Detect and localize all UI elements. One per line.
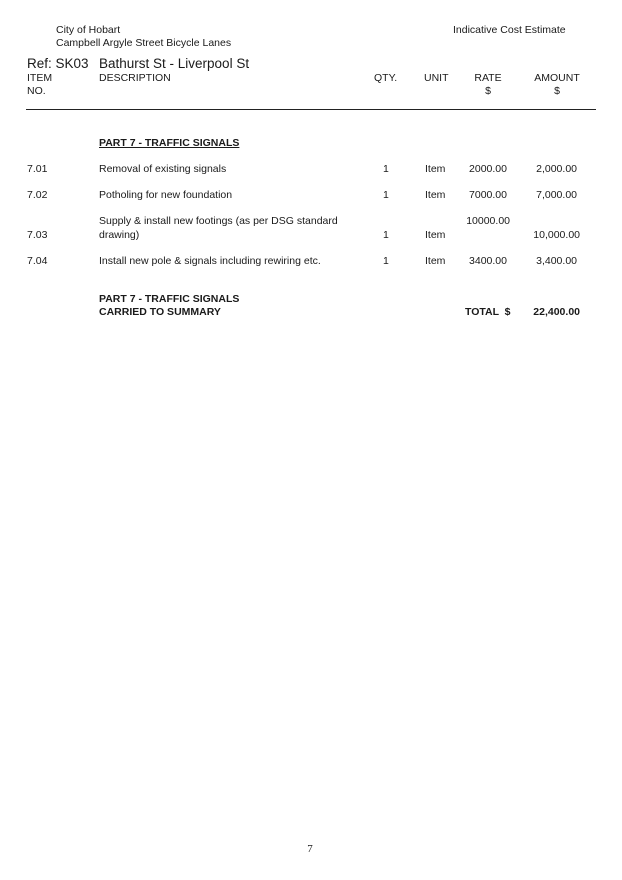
header-description: DESCRIPTION [99,72,171,84]
header-unit: UNIT [424,72,449,84]
item-qty: 1 [383,255,389,267]
item-description-line-2: drawing) [99,229,140,241]
item-number: 7.04 [27,255,48,267]
item-number: 7.03 [27,229,48,241]
summary-carried: CARRIED TO SUMMARY [99,306,221,318]
item-qty: 1 [383,229,389,241]
item-qty: 1 [383,189,389,201]
item-rate: 7000.00 [469,189,507,201]
header-qty: QTY. [374,72,398,84]
reference-code: Ref: SK03 [27,56,89,71]
header-item: ITEM [27,72,53,84]
item-qty: 1 [383,163,389,175]
item-description: Install new pole & signals including rewiring etc. [99,255,321,267]
item-amount: 3,400.00 [536,255,577,267]
item-unit: Item [425,255,446,267]
item-unit: Item [425,229,446,241]
item-amount: 7,000.00 [536,189,577,201]
document-type: Indicative Cost Estimate [453,24,566,36]
item-rate: 2000.00 [469,163,507,175]
org-name: City of Hobart [56,24,121,36]
page-number: 7 [307,843,313,855]
item-rate: 3400.00 [469,255,507,267]
item-description-line-1: Supply & install new footings (as per DSG standard [99,215,338,227]
item-amount: 10,000.00 [533,229,580,241]
header-divider [26,109,596,110]
item-description: Removal of existing signals [99,163,227,175]
total-label: TOTAL $ [465,306,511,318]
header-rate: RATE [474,72,502,84]
item-description: Potholing for new foundation [99,189,233,201]
project-name: Campbell Argyle Street Bicycle Lanes [56,37,232,49]
header-amount: AMOUNT [534,72,580,84]
item-number: 7.02 [27,189,48,201]
item-amount: 2,000.00 [536,163,577,175]
total-value: 22,400.00 [533,306,580,318]
summary-title: PART 7 - TRAFFIC SIGNALS [99,293,240,305]
item-rate: 10000.00 [466,215,510,227]
header-amount-currency: $ [554,85,560,97]
header-item-no: NO. [27,85,46,97]
reference-location: Bathurst St - Liverpool St [99,56,250,71]
section-title: PART 7 - TRAFFIC SIGNALS [99,137,240,149]
item-unit: Item [425,163,446,175]
header-rate-currency: $ [485,85,491,97]
item-number: 7.01 [27,163,48,175]
item-unit: Item [425,189,446,201]
